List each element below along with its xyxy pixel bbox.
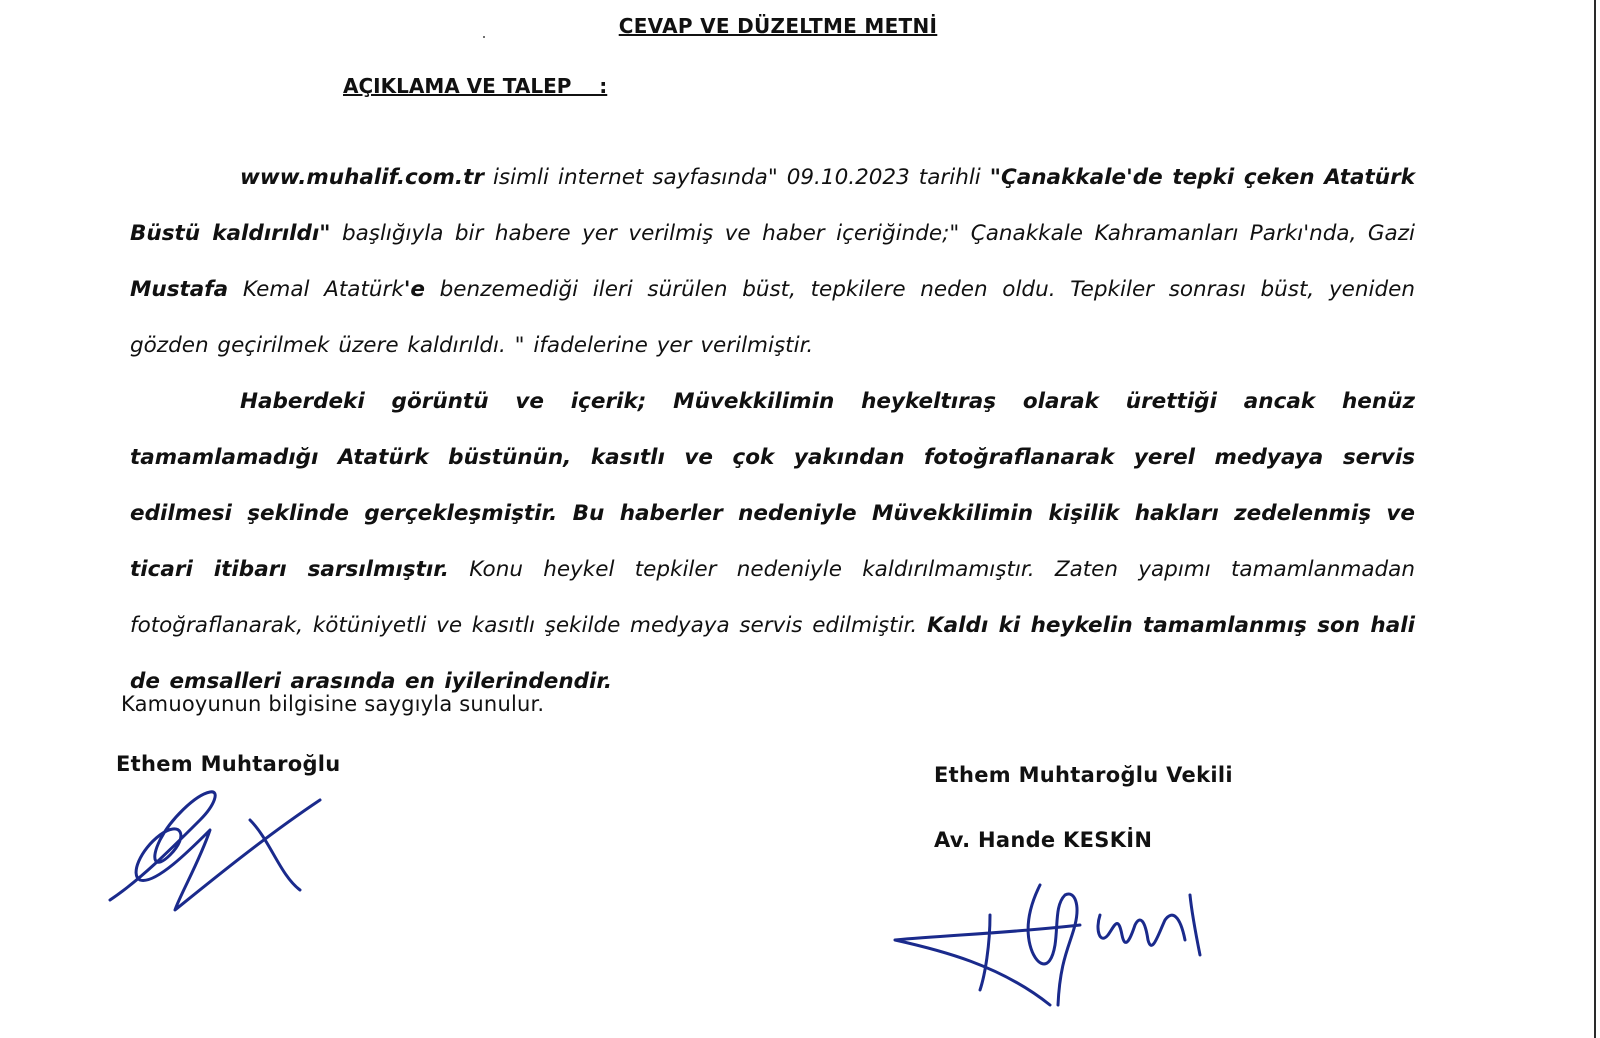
paragraph-1-text-4: benzemediği ileri sürülen büst, tepkilere neden oldu. Tepkiler sonrası büst, yeniden gözden geçirilmek üzere kaldırıldı. " ifadelerine yer verilmiştir. xyxy=(130,277,1415,358)
name-suffix: 'e xyxy=(403,277,425,302)
paragraph-1-text-2: başlığıyla bir habere yer verilmiş ve haber içeriğinde;" Çanakkale Kahramanları Parkı'nda, Gazi xyxy=(330,221,1415,246)
section-heading: AÇIKLAMA VE TALEP : xyxy=(343,74,608,98)
signatory-left-name: Ethem Muhtaroğlu xyxy=(116,752,341,776)
signatory-right-title: Ethem Muhtaroğlu Vekili xyxy=(934,763,1233,787)
website-name: www.muhalif.com.tr xyxy=(240,165,484,190)
signature-right xyxy=(890,865,1230,1015)
closing-line: Kamuoyunun bilgisine saygıyla sunulur. xyxy=(121,692,545,716)
news-headline: "Çanakkale'de tepki çeken Atatürk Büstü kaldırıldı" xyxy=(130,165,1415,246)
paragraph-2-text-1: Konu heykel tepkiler nedeniyle kaldırılmamıştır. Zaten yapımı tamamlanmadan fotoğraflanarak, kötüniyetli ve kasıtlı şekilde medyaya servis edilmiştir. xyxy=(130,557,1415,638)
document-title: CEVAP VE DÜZELTME METNİ xyxy=(618,14,938,38)
paragraph-1-text-3: Kemal Atatürk xyxy=(228,277,404,302)
paragraph-2 xyxy=(130,374,1415,710)
document-body xyxy=(130,150,1415,710)
paragraph-1 xyxy=(130,150,1415,374)
signature-left xyxy=(100,780,340,920)
paragraph-1-text-1: isimli internet sayfasında" 09.10.2023 tarihli xyxy=(483,165,990,190)
paragraph-2-bold-1: Haberdeki görüntü ve içerik; Müvekkilimin heykeltıraş olarak ürettiği ancak henüz tamamlamadığı Atatürk büstünün, kasıtlı ve çok yakından fotoğraflanarak yerel medyaya servis edilmesi şeklinde gerçekleşmiştir. Bu haberler nedeniyle Müvekkilimin kişilik hakları zedelenmiş ve ticari itibarı sarsılmıştır. xyxy=(130,389,1415,582)
paragraph-2-bold-2: Kaldı ki heykelin tamamlanmış son hali de emsalleri arasında en iyilerindendir. xyxy=(130,613,1415,694)
page-edge-line xyxy=(1594,0,1596,1038)
signatory-right-name: Av. Hande KESKİN xyxy=(934,828,1153,852)
name-mustafa: Mustafa xyxy=(130,277,229,302)
